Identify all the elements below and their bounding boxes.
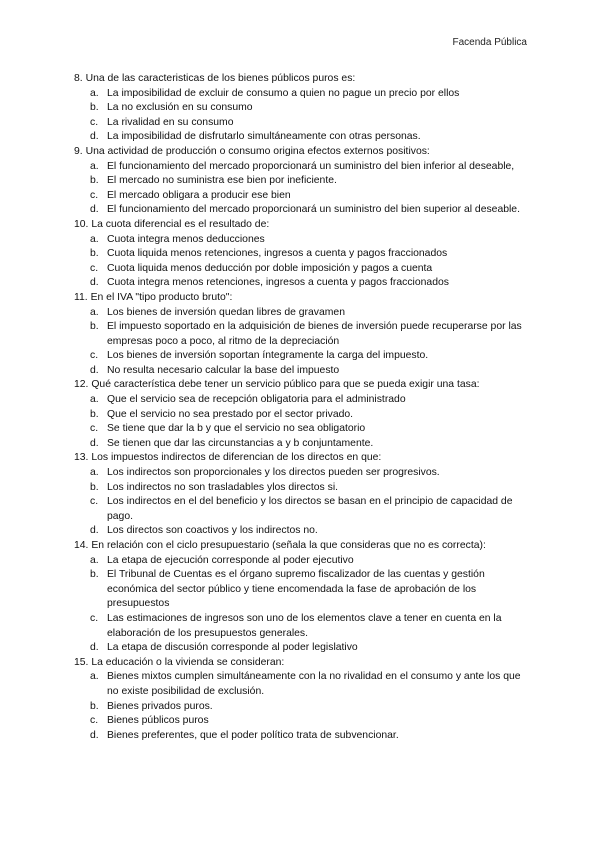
- option-text: Los bienes de inversión quedan libres de gravamen: [107, 306, 345, 318]
- option-letter: c.: [90, 612, 99, 624]
- option-letter: b.: [90, 248, 99, 260]
- answer-option: [74, 495, 534, 524]
- answer-option: [74, 568, 534, 612]
- question-stem: [74, 291, 534, 306]
- option-letter: d.: [90, 437, 99, 449]
- question-number: 10.: [74, 218, 89, 230]
- option-letter: a.: [90, 467, 99, 479]
- answer-option: [74, 262, 534, 277]
- answer-option: [74, 408, 534, 423]
- option-letter: a.: [90, 87, 99, 99]
- option-letter: a.: [90, 394, 99, 406]
- option-list: [74, 393, 534, 451]
- option-text: Bienes mixtos cumplen simultáneamente con la no rivalidad en el consumo y ante los que no existe posibilidad de exclusión.: [107, 671, 521, 697]
- question-text: Una de las caracteristicas de los bienes públicos puros es:: [85, 73, 356, 84]
- answer-option: [74, 116, 534, 131]
- answer-option: [74, 306, 534, 321]
- answer-option: [74, 714, 534, 729]
- option-letter: b.: [90, 569, 99, 581]
- question-number: 14.: [74, 540, 89, 551]
- option-text: Se tiene que dar la b y que el servicio no sea obligatorio: [107, 423, 366, 435]
- answer-option: [74, 130, 534, 145]
- option-letter: b.: [90, 408, 99, 420]
- question-text: En el IVA "tipo producto bruto":: [90, 291, 233, 303]
- answer-option: [74, 247, 534, 262]
- option-letter: a.: [90, 554, 99, 566]
- answer-option: [74, 729, 534, 744]
- question-list: [74, 72, 534, 743]
- option-letter: b.: [90, 700, 99, 712]
- option-letter: a.: [90, 160, 99, 172]
- question: [74, 378, 534, 451]
- option-text: El impuesto soportado en la adquisición de bienes de inversión puede recuperarse por las empresas poco a poco, al ritmo de la depreciación: [107, 321, 522, 347]
- option-text: La etapa de discusión corresponde al poder legislativo: [107, 642, 358, 654]
- question-text: Una actividad de producción o consumo origina efectos externos positivos:: [85, 145, 430, 157]
- option-text: Cuota liquida menos deducción por doble imposición y pagos a cuenta: [107, 262, 433, 274]
- option-letter: c.: [90, 715, 99, 727]
- answer-option: [74, 87, 534, 102]
- option-list: [74, 466, 534, 539]
- answer-option: [74, 320, 534, 349]
- option-letter: c.: [90, 262, 99, 274]
- answer-option: [74, 203, 534, 218]
- answer-option: [74, 393, 534, 408]
- answer-option: [74, 349, 534, 364]
- question-stem: [74, 656, 534, 671]
- option-text: La imposibilidad de excluir de consumo a quien no pague un precio por ellos: [107, 87, 460, 99]
- option-letter: d.: [90, 729, 99, 741]
- question-stem: [74, 539, 534, 554]
- option-letter: d.: [90, 204, 99, 216]
- question: [74, 451, 534, 539]
- question: [74, 145, 534, 218]
- option-text: Que el servicio no sea prestado por el sector privado.: [107, 408, 354, 420]
- option-list: [74, 554, 534, 656]
- answer-option: [74, 524, 534, 539]
- option-list: [74, 233, 534, 291]
- question-stem: [74, 218, 534, 233]
- option-letter: a.: [90, 233, 99, 245]
- question-number: 13.: [74, 452, 89, 464]
- question-number: 8.: [74, 73, 83, 84]
- question-text: Los impuestos indirectos de diferencian de los directos en que:: [91, 452, 382, 464]
- answer-option: [74, 276, 534, 291]
- option-text: Los indirectos no son trasladables ylos directos si.: [107, 481, 339, 493]
- option-text: Los indirectos en el del beneficio y los directos se basan en el principio de capacidad de pago.: [107, 496, 513, 522]
- answer-option: [74, 641, 534, 656]
- option-text: Los directos son coactivos y los indirectos no.: [107, 525, 318, 537]
- option-letter: b.: [90, 102, 99, 114]
- answer-option: [74, 422, 534, 437]
- question: [74, 72, 534, 145]
- option-text: La etapa de ejecución corresponde al poder ejecutivo: [107, 554, 354, 566]
- option-text: El funcionamiento del mercado proporcionará un suministro del bien superior al deseable.: [107, 204, 520, 216]
- option-text: El mercado no suministra ese bien por ineficiente.: [107, 175, 337, 187]
- answer-option: [74, 554, 534, 569]
- question: [74, 218, 534, 291]
- answer-option: [74, 189, 534, 204]
- option-letter: c.: [90, 116, 99, 128]
- question-number: 9.: [74, 145, 83, 157]
- option-text: La rivalidad en su consumo: [107, 116, 234, 128]
- answer-option: [74, 364, 534, 379]
- option-text: Los bienes de inversión soportan íntegramente la carga del impuesto.: [107, 350, 429, 362]
- answer-option: [74, 437, 534, 452]
- option-text: El mercado obligara a producir ese bien: [107, 189, 291, 201]
- option-letter: c.: [90, 350, 99, 362]
- option-letter: d.: [90, 364, 99, 376]
- question-number: 15.: [74, 656, 89, 668]
- answer-option: [74, 174, 534, 189]
- option-text: Cuota integra menos retenciones, ingresos a cuenta y pagos fraccionados: [107, 277, 449, 289]
- option-text: Cuota integra menos deducciones: [107, 233, 265, 245]
- question: [74, 656, 534, 744]
- question: [74, 539, 534, 656]
- question-stem: [74, 451, 534, 466]
- option-text: Cuota liquida menos retenciones, ingresos a cuenta y pagos fraccionados: [107, 248, 448, 260]
- option-text: La imposibilidad de disfrutarlo simultáneamente con otras personas.: [107, 131, 421, 143]
- option-letter: d.: [90, 642, 99, 654]
- option-text: El funcionamiento del mercado proporcionará un suministro del bien inferior al deseable,: [107, 160, 515, 172]
- answer-option: [74, 670, 534, 699]
- option-text: La no exclusión en su consumo: [107, 102, 253, 114]
- option-letter: d.: [90, 277, 99, 289]
- option-text: El Tribunal de Cuentas es el órgano supremo fiscalizador de las cuentas y gestión económica del sector público y tiene encomendada la fase de aprobación de los presupuestos: [107, 569, 485, 610]
- option-text: Bienes públicos puros: [107, 715, 209, 727]
- answer-option: [74, 481, 534, 496]
- option-text: Los indirectos son proporcionales y los directos pueden ser progresivos.: [107, 467, 440, 479]
- question-text: En relación con el ciclo presupuestario (señala la que consideras que no es correcta):: [91, 540, 486, 551]
- question: [74, 291, 534, 379]
- option-text: Se tienen que dar las circunstancias a y b conjuntamente.: [107, 437, 374, 449]
- question-number: 12.: [74, 379, 89, 391]
- option-list: [74, 87, 534, 145]
- option-text: Las estimaciones de ingresos son uno de los elementos clave a tener en cuenta en la elaboración de los presupuestos generales.: [107, 612, 502, 639]
- option-letter: b.: [90, 321, 99, 333]
- option-text: Que el servicio sea de recepción obligatoria para el administrado: [107, 394, 406, 406]
- option-text: Bienes preferentes, que el poder político trata de subvencionar.: [107, 729, 399, 741]
- answer-option: [74, 233, 534, 248]
- answer-option: [74, 466, 534, 481]
- answer-option: [74, 700, 534, 715]
- question-text: Qué característica debe tener un servicio público para que se pueda exigir una tasa:: [91, 379, 480, 391]
- option-letter: c.: [90, 189, 99, 201]
- option-text: Bienes privados puros.: [107, 700, 213, 712]
- question-number: 11.: [74, 291, 88, 303]
- option-letter: d.: [90, 525, 99, 537]
- question-text: La educación o la vivienda se consideran:: [91, 656, 285, 668]
- option-letter: a.: [90, 671, 99, 683]
- answer-option: [74, 612, 534, 641]
- option-letter: b.: [90, 481, 99, 493]
- question-stem: [74, 378, 534, 393]
- option-letter: c.: [90, 423, 99, 435]
- answer-option: [74, 101, 534, 116]
- option-letter: b.: [90, 175, 99, 187]
- question-text: La cuota diferencial es el resultado de:: [91, 218, 270, 230]
- option-list: [74, 160, 534, 218]
- option-letter: d.: [90, 131, 99, 143]
- option-list: [74, 670, 534, 743]
- question-stem: [74, 72, 534, 87]
- answer-option: [74, 160, 534, 175]
- option-list: [74, 306, 534, 379]
- option-letter: a.: [90, 306, 99, 318]
- page-header-title: Facenda Pública: [452, 37, 527, 48]
- question-stem: [74, 145, 534, 160]
- option-letter: c.: [90, 496, 99, 508]
- option-text: No resulta necesario calcular la base del impuesto: [107, 364, 340, 376]
